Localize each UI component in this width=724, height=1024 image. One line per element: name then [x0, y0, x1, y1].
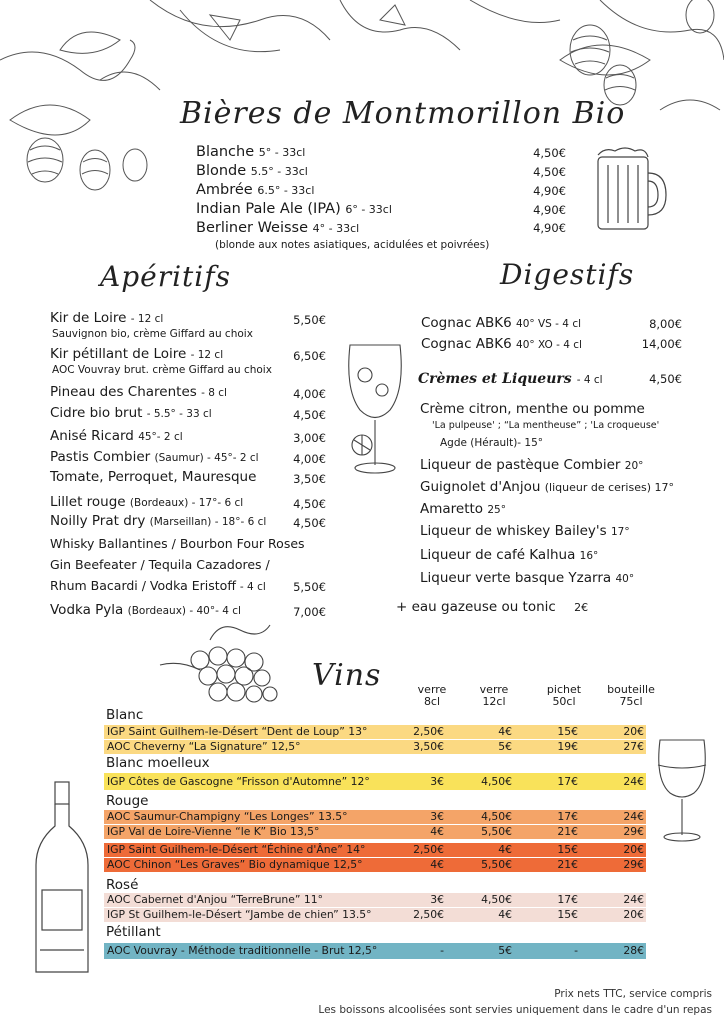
- table-row: IGP Côtes de Gascogne “Frisson d'Automne” 12° 3€ 4,50€ 17€ 24€: [104, 773, 646, 790]
- bieres-title: Bières de Montmorillon Bio: [180, 96, 626, 131]
- list-item: Ambrée 6.5° - 33cl: [196, 182, 315, 198]
- bieres-note: (blonde aux notes asiatiques, acidulées et poivrées): [215, 239, 490, 251]
- list-item: Crème citron, menthe ou pomme: [420, 401, 645, 417]
- footer-line: Prix nets TTC, service compris: [554, 988, 712, 1000]
- list-item: Berliner Weisse 4° - 33cl: [196, 220, 360, 236]
- price: 4,90€: [533, 221, 566, 235]
- table-row: IGP Saint Guilhem-le-Désert “Dent de Loup” 13° 2,50€ 4€ 15€ 20€: [104, 725, 646, 739]
- list-item-sub: Agde (Hérault)- 15°: [440, 437, 544, 449]
- price: 3,50€: [293, 472, 326, 486]
- extra-item: + eau gazeuse ou tonic 2€: [396, 599, 589, 615]
- price: 14,00€: [641, 337, 682, 351]
- grapes-icon: [160, 620, 290, 710]
- price: 6,50€: [293, 349, 326, 363]
- price: 5,50€: [293, 580, 326, 594]
- column-header: bouteille 75cl: [607, 683, 655, 708]
- column-header: verre 8cl: [417, 683, 447, 708]
- list-item: Liqueur de café Kalhua 16°: [420, 547, 599, 563]
- wine-bottle-icon: [28, 780, 98, 980]
- list-item: Blonde 5.5° - 33cl: [196, 163, 308, 179]
- price: 4,50€: [533, 165, 566, 179]
- table-row: AOC Saumur-Champigny “Les Longes” 13.5° 3€ 4,50€ 17€ 24€: [104, 810, 646, 824]
- list-item: Liqueur de whiskey Bailey's 17°: [420, 523, 630, 539]
- wine-glass-icon: [340, 340, 410, 480]
- wine-category: Rouge: [106, 793, 149, 809]
- list-item: Lillet rouge (Bordeaux) - 17°- 6 cl: [50, 494, 244, 510]
- list-item: Liqueur verte basque Yzarra 40°: [420, 570, 635, 586]
- price: 4,50€: [293, 497, 326, 511]
- digestifs-title: Digestifs: [500, 258, 635, 291]
- price: 4,50€: [649, 372, 682, 386]
- price: 4,90€: [533, 203, 566, 217]
- spirits-line: Rhum Bacardi / Vodka Eristoff - 4 cl: [50, 578, 266, 593]
- column-header: verre 12cl: [479, 683, 509, 708]
- price: 4,50€: [293, 516, 326, 530]
- price: 3,00€: [293, 431, 326, 445]
- wine-category: Rosé: [106, 877, 139, 893]
- list-item-sub: AOC Vouvray brut. crème Giffard au choix: [52, 364, 272, 376]
- empty-wine-glass-icon: [652, 735, 712, 845]
- price: 4,90€: [533, 184, 566, 198]
- table-row: IGP Saint Guilhem-le-Désert “Échine d'Âne” 14° 2,50€ 4€ 15€ 20€: [104, 843, 646, 857]
- list-item: Anisé Ricard 45°- 2 cl: [50, 428, 183, 444]
- list-item: Cidre bio brut - 5.5° - 33 cl: [50, 405, 212, 421]
- price: 8,00€: [649, 317, 682, 331]
- list-item: Kir pétillant de Loire - 12 cl: [50, 346, 224, 362]
- list-item: Vodka Pyla (Bordeaux) - 40°- 4 cl: [50, 602, 241, 618]
- list-item: Blanche 5° - 33cl: [196, 144, 306, 160]
- list-item: Kir de Loire - 12 cl: [50, 310, 164, 326]
- list-item: Tomate, Perroquet, Mauresque: [50, 469, 257, 485]
- list-item: Pastis Combier (Saumur) - 45°- 2 cl: [50, 449, 259, 465]
- list-item: Liqueur de pastèque Combier 20°: [420, 457, 644, 473]
- table-row: AOC Cabernet d'Anjou “TerreBrune” 11° 3€ 4,50€ 17€ 24€: [104, 893, 646, 907]
- vins-title: Vins: [312, 658, 382, 693]
- price: 4,00€: [293, 452, 326, 466]
- price: 4,50€: [293, 408, 326, 422]
- price: 7,00€: [293, 605, 326, 619]
- spirits-line: Gin Beefeater / Tequila Cazadores /: [50, 557, 270, 572]
- wine-category: Blanc moelleux: [106, 755, 210, 771]
- footer-line: Les boissons alcoolisées sont servies uniquement dans le cadre d'un repas: [318, 1004, 712, 1016]
- spirits-line: Whisky Ballantines / Bourbon Four Roses: [50, 536, 305, 551]
- price: 4,00€: [293, 387, 326, 401]
- aperitifs-title: Apéritifs: [100, 260, 231, 293]
- table-row: AOC Chinon “Les Graves” Bio dynamique 12,5° 4€ 5,50€ 21€ 29€: [104, 858, 646, 872]
- list-item: Cognac ABK6 40° VS - 4 cl: [421, 315, 582, 331]
- list-item: Amaretto 25°: [420, 501, 506, 517]
- price: 5,50€: [293, 313, 326, 327]
- table-row: AOC Cheverny “La Signature” 12,5° 3,50€ 5€ 19€ 27€: [104, 740, 646, 754]
- wine-category: Pétillant: [106, 924, 161, 940]
- table-row: AOC Vouvray - Méthode traditionnelle - Brut 12,5° - 5€ - 28€: [104, 943, 646, 959]
- table-row: IGP St Guilhem-le-Désert “Jambe de chien” 13.5° 2,50€ 4€ 15€ 20€: [104, 908, 646, 922]
- list-item-sub: 'La pulpeuse' ; “La mentheuse” ; 'La croqueuse': [432, 420, 660, 431]
- list-item: Indian Pale Ale (IPA) 6° - 33cl: [196, 201, 392, 217]
- price: 4,50€: [533, 146, 566, 160]
- cremes-title: Crèmes et Liqueurs - 4 cl: [418, 371, 603, 387]
- beer-mug-icon: [590, 145, 670, 235]
- column-header: pichet 50cl: [546, 683, 582, 708]
- wine-category: Blanc: [106, 707, 144, 723]
- table-row: IGP Val de Loire-Vienne “le K” Bio 13,5° 4€ 5,50€ 21€ 29€: [104, 825, 646, 839]
- list-item: Pineau des Charentes - 8 cl: [50, 384, 227, 400]
- list-item: Cognac ABK6 40° XO - 4 cl: [421, 336, 582, 352]
- list-item-sub: Sauvignon bio, crème Giffard au choix: [52, 328, 253, 340]
- list-item: Guignolet d'Anjou (liqueur de cerises) 17°: [420, 479, 675, 495]
- list-item: Noilly Prat dry (Marseillan) - 18°- 6 cl: [50, 513, 267, 529]
